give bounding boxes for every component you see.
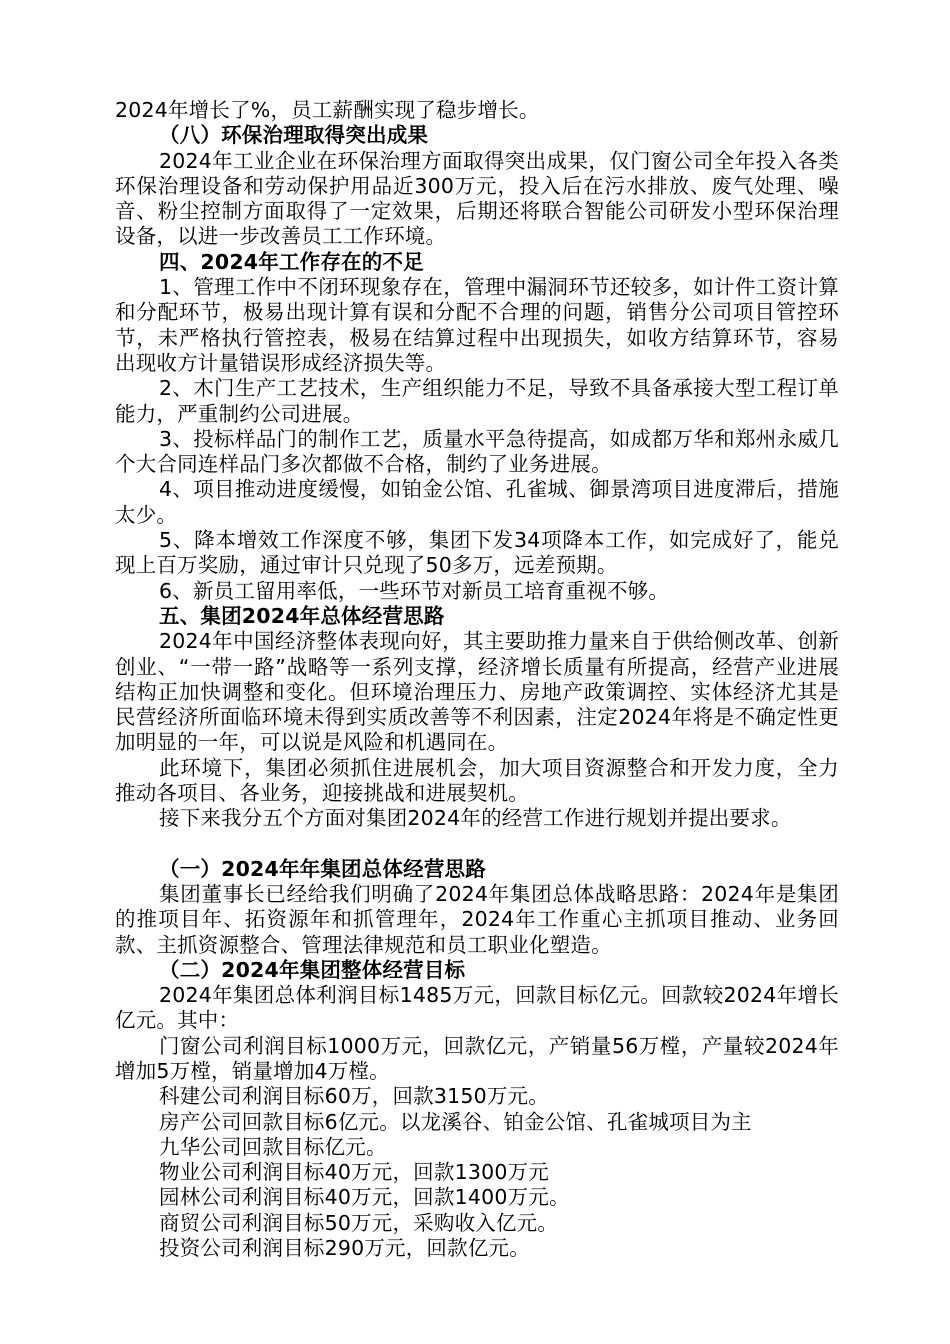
body-paragraph: 此环境下，集团必须抓住进展机会，加大项目资源整合和开发力度，全力推动各项目、各业务，迎接挑战和进展契机。	[115, 755, 839, 806]
body-paragraph: 2024年集团总体利润目标1485万元，回款目标亿元。回款较2024年增长亿元。其中：	[115, 983, 839, 1033]
body-paragraph: 接下来我分五个方面对集团2024年的经营工作进行规划并提出要求。	[159, 806, 792, 831]
body-paragraph: 商贸公司利润目标50万元，采购收入亿元。	[159, 1210, 559, 1235]
body-paragraph: 2024年工业企业在环保治理方面取得突出成果，仅门窗公司全年投入各类环保治理设备和劳动保护用品近300万元，投入后在污水排放、废气处理、噪音、粉尘控制方面取得了一定效果，后期还将联合智能公司研发小型环保治理设备，以进一步改善员工工作环境。	[115, 148, 839, 249]
body-paragraph: 4、项目推动进度缓慢，如铂金公馆、孔雀城、御景湾项目进度滞后，措施太少。	[115, 477, 839, 527]
body-paragraph: 2、木门生产工艺技术，生产组织能力不足，导致不具备承接大型工程订单能力，严重制约公司进展。	[115, 376, 839, 426]
body-paragraph: 6、新员工留用率低，一些环节对新员工培育重视不够。	[159, 578, 670, 603]
body-paragraph: 3、投标样品门的制作工艺，质量水平急待提高，如成都万华和郑州永威几个大合同连样品门多次都做不合格，制约了业务进展。	[115, 426, 839, 477]
body-paragraph: 门窗公司利润目标1000万元，回款亿元，产销量56万樘，产量较2024年增加5万樘，销量增加4万樘。	[115, 1033, 839, 1083]
body-paragraph: 物业公司利润目标40万元，回款1300万元	[159, 1160, 549, 1185]
body-paragraph: 集团董事长已经给我们明确了2024年集团总体战略思路：2024年是集团的推项目年、拓资源年和抓管理年，2024年工作重心主抓项目推动、业务回款、主抓资源整合、管理法律规范和员工职业化塑造。	[115, 881, 839, 957]
section-heading: 五、集团2024年总体经营思路	[159, 603, 445, 628]
body-paragraph: 2024年增长了%，员工薪酬实现了稳步增长。	[115, 98, 540, 122]
body-paragraph: 1、管理工作中不闭环现象存在，管理中漏洞环节还较多，如计件工资计算和分配环节，极易出现计算有误和分配不合理的问题，销售分公司项目管控环节，未严格执行管控表，极易在结算过程中出现损失，如收方结算环节，容易出现收方计量错误形成经济损失等。	[115, 275, 839, 375]
body-paragraph: 科建公司利润目标60万，回款3150万元。	[159, 1084, 549, 1109]
blank-line	[115, 832, 839, 857]
body-paragraph: 九华公司回款目标亿元。	[159, 1134, 387, 1159]
body-paragraph: 园林公司利润目标40万元，回款1400万元。	[159, 1185, 570, 1210]
section-heading: （八）环保治理取得突出成果	[159, 123, 429, 148]
body-paragraph: 5、降本增效工作深度不够，集团下发34项降本工作，如完成好了，能兑现上百万奖励，通过审计只兑现了50多万，远差预期。	[115, 528, 839, 578]
body-paragraph: 投资公司利润目标290万元，回款亿元。	[159, 1236, 530, 1261]
section-heading: （二）2024年集团整体经营目标	[159, 957, 466, 982]
section-heading: 四、2024年工作存在的不足	[159, 249, 424, 274]
body-paragraph: 2024年中国经济整体表现向好，其主要助推力量来自于供给侧改革、创新创业、“一带一路”战略等一系列支撑，经济增长质量有所提高，经营产业进展结构正加快调整和变化。但环境治理压力、房地产政策调控、实体经济尤其是民营经济所面临环境未得到实质改善等不利因素，注定2024年将是不确定性更加明显的一年，可以说是风险和机遇同在。	[115, 629, 839, 755]
document-page	[115, 98, 839, 1261]
body-paragraph: 房产公司回款目标6亿元。以龙溪谷、铂金公馆、孔雀城项目为主	[159, 1109, 752, 1134]
section-heading: （一）2024年年集团总体经营思路	[159, 856, 486, 881]
